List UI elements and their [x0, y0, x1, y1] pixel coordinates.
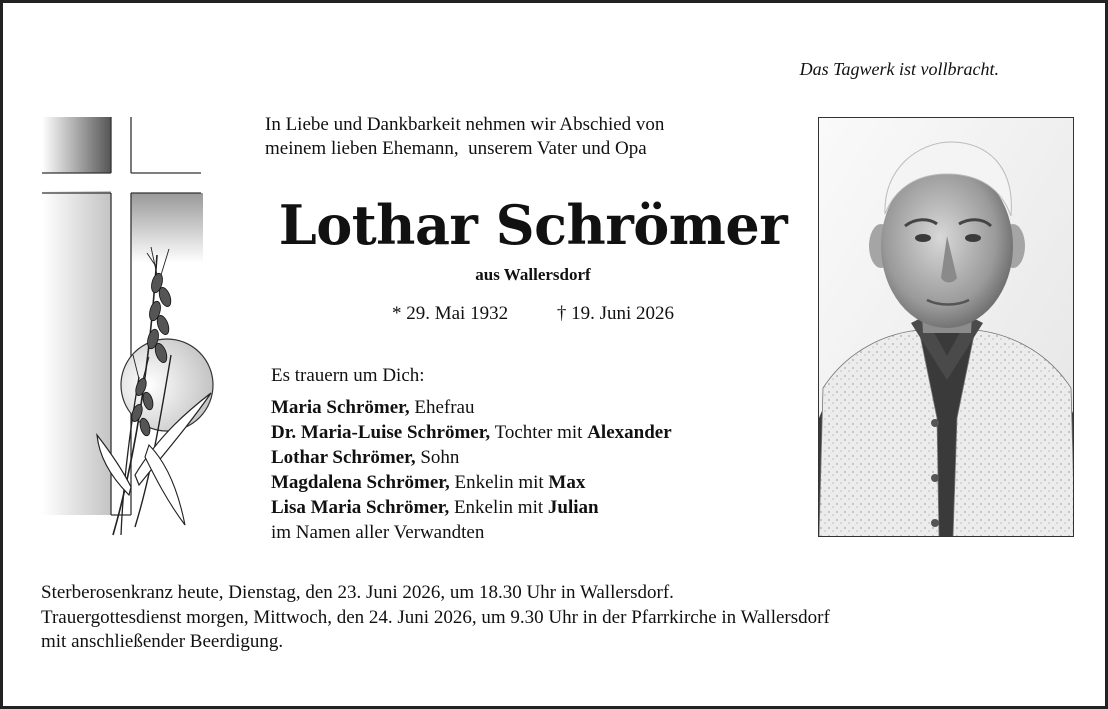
- mourner-relation: Enkelin mit: [449, 497, 548, 518]
- mourner-relation: Ehefrau: [409, 397, 475, 418]
- intro-text: [265, 113, 805, 161]
- mourner-name: Magdalena Schrömer,: [271, 472, 450, 493]
- funeral-mass-info: Trauergottesdienst morgen, Mittwoch, den 24. Juni 2026, um 9.30 Uhr in der Pfarrkirche in Wallersdorf: [41, 606, 830, 628]
- death-date: † 19. Juni 2026: [556, 303, 675, 324]
- rosary-info: Sterberosenkranz heute, Dienstag, den 23. Juni 2026, um 18.30 Uhr in Wallersdorf.: [41, 582, 674, 603]
- cross-with-wheat-icon: [39, 115, 219, 549]
- mourner-partner: Alexander: [587, 422, 672, 443]
- quote: Das Tagwerk ist vollbracht.: [799, 59, 999, 79]
- deceased-origin: aus Wallersdorf: [475, 265, 591, 284]
- mourner-name: Dr. Maria-Luise Schrömer,: [271, 422, 491, 443]
- intro-line-1: In Liebe und Dankbarkeit nehmen wir Abschied von: [265, 114, 665, 135]
- mourner-row: [271, 445, 672, 470]
- mourner-partner: Julian: [547, 497, 599, 518]
- mourners-closing: im Namen aller Verwandten: [271, 522, 485, 543]
- burial-info: mit anschließender Beerdigung.: [41, 631, 284, 652]
- mourners-heading: Es trauern um Dich:: [271, 365, 425, 386]
- life-dates: [253, 303, 813, 325]
- mourners-list: [271, 395, 672, 545]
- mourner-row: [271, 395, 672, 420]
- mourner-row: [271, 420, 672, 445]
- mourner-relation: Tochter mit: [490, 422, 588, 443]
- mourner-name: Lisa Maria Schrömer,: [271, 497, 450, 518]
- birth-date: * 29. Mai 1932: [391, 303, 509, 324]
- mourner-partner: Max: [548, 472, 586, 493]
- mourner-relation: Enkelin mit: [449, 472, 549, 493]
- portrait-photo: [818, 117, 1074, 537]
- deceased-name: Lothar Schrömer: [278, 193, 788, 257]
- mourner-row: [271, 470, 672, 495]
- mourner-name: Lothar Schrömer,: [271, 447, 416, 468]
- service-information: [41, 581, 1081, 655]
- mourner-relation: Sohn: [415, 447, 460, 468]
- mourner-name: Maria Schrömer,: [271, 397, 410, 418]
- intro-line-2: meinem lieben Ehemann, unserem Vater und Opa: [265, 138, 647, 159]
- mourner-row: [271, 495, 672, 520]
